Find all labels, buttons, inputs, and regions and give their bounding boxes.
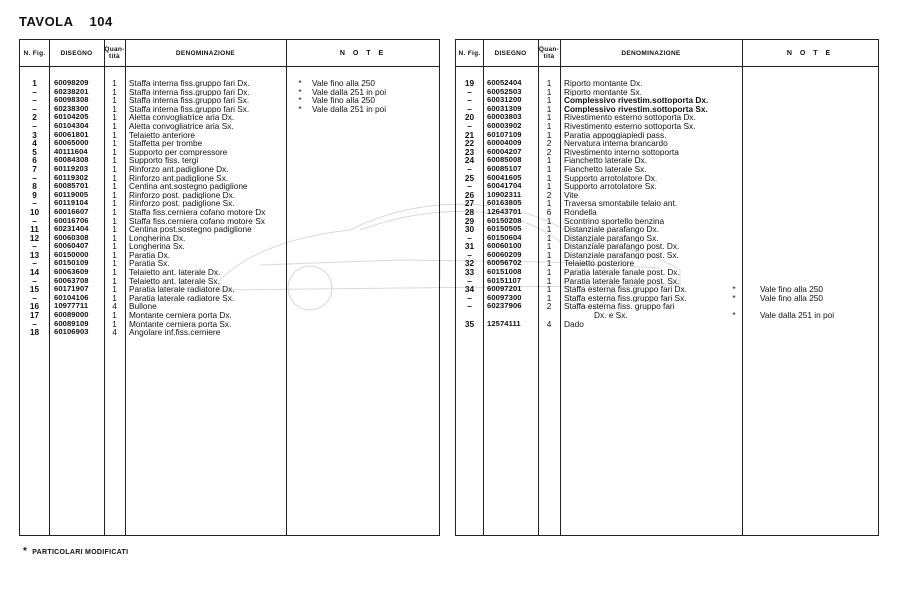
row-disegno: 60084308 [54, 155, 89, 165]
row-quantita: 1 [546, 275, 552, 286]
row-denominazione: Staffa interna fiss.gruppo fari Sx. [129, 104, 250, 114]
row-quantita: 1 [112, 120, 117, 131]
row-denominazione: Paratia laterale fanale post. Sx. [564, 276, 680, 286]
row-denominazione: Staffa fiss.cerniera cofano motore Dx [129, 207, 266, 217]
row-disegno: 12643701 [487, 206, 522, 216]
row-denominazione: Rivestimento interno sottoporta [564, 147, 679, 157]
footer-text: PARTICOLARI MODIFICATI [32, 549, 129, 556]
row-denominazione: Distanziale parafango Dx. [564, 225, 660, 234]
right-parts-table [455, 39, 879, 536]
row-fig: – [467, 163, 472, 174]
row-quantita: 1 [112, 275, 117, 286]
row-quantita: 1 [546, 163, 552, 174]
row-fig: 7 [32, 163, 37, 174]
row-quantita: 1 [546, 155, 552, 166]
row-fig: – [32, 318, 37, 329]
row-denominazione: Riporto montante Sx. [564, 87, 642, 97]
row-quantita: 1 [546, 232, 552, 243]
row-fig: – [467, 249, 472, 260]
row-denominazione: Distanziale parafango post. Dx. [564, 242, 680, 251]
row-denominazione: Dx. e Sx. [594, 311, 628, 320]
row-denominazione: Rinforzo ant.padiglione Sx. [129, 173, 229, 183]
row-quantita: 1 [112, 189, 117, 200]
row-note: Vale fino alla 250 [760, 284, 824, 295]
row-denominazione: Angolare inf.fiss.cerniere [129, 328, 221, 337]
row-denominazione: Complessivo rivestim.sottoporta Dx. [564, 96, 709, 105]
row-quantita: 1 [112, 232, 117, 243]
row-disegno: 60060407 [54, 241, 89, 251]
row-fig: 31 [464, 241, 475, 252]
header-note: N O T E [786, 49, 834, 57]
row-denominazione: Distanziale parafango Sx. [564, 233, 659, 243]
row-quantita: 2 [546, 146, 552, 157]
row-denominazione: Telaietto ant. laterale Dx. [129, 268, 221, 277]
row-quantita: 1 [546, 86, 552, 97]
row-denominazione: Supporto fiss. tergi [129, 156, 199, 165]
row-fig: – [32, 103, 37, 114]
row-quantita: 1 [112, 146, 117, 157]
row-quantita: 1 [546, 95, 552, 106]
row-quantita: 4 [112, 327, 117, 338]
right-rows [456, 79, 878, 328]
row-quantita: 1 [546, 292, 552, 303]
header-denominazione: DENOMINAZIONE [621, 49, 681, 57]
row-quantita: 1 [112, 318, 117, 329]
row-fig: – [32, 172, 37, 183]
header-fig: N. Fig. [458, 49, 481, 57]
row-disegno: 60056702 [487, 258, 522, 268]
row-disegno: 60104205 [54, 112, 89, 122]
row-fig: – [467, 95, 472, 106]
row-denominazione: Staffetta per trombe [129, 139, 203, 148]
row-asterisk: * [298, 95, 302, 106]
header-quantita: Quan- tità [538, 46, 560, 60]
row-quantita: 4 [112, 301, 117, 312]
row-quantita: 1 [546, 172, 552, 183]
row-denominazione: Aletta convogliatrice aria Dx. [129, 113, 235, 122]
row-denominazione: Paratia appoggiapiedi pass. [564, 130, 667, 140]
row-fig: 24 [464, 155, 475, 166]
row-denominazione: Centina post.sostegno padiglione [129, 225, 252, 234]
row-quantita: 1 [546, 224, 552, 235]
row-quantita: 1 [546, 267, 552, 278]
header-denominazione: DENOMINAZIONE [175, 49, 236, 57]
row-disegno: 60151107 [487, 275, 522, 285]
left-parts-table [19, 39, 440, 536]
row-fig: – [32, 120, 37, 131]
page-title [19, 14, 113, 29]
row-disegno: 60150604 [487, 232, 522, 242]
table-row [456, 320, 878, 329]
header-quantita: Quan- tità [104, 46, 125, 60]
row-denominazione: Rinforzo post. padiglione Sx. [129, 199, 235, 208]
row-quantita: 1 [112, 181, 117, 192]
row-disegno: 60119104 [54, 198, 89, 208]
row-fig: – [467, 181, 472, 192]
row-fig: 10 [29, 206, 40, 217]
row-denominazione: Rivestimento esterno sottoporta Dx. [564, 113, 696, 122]
row-quantita: 1 [546, 284, 552, 295]
row-disegno: 12574111 [487, 318, 521, 328]
row-disegno: 60085701 [54, 181, 89, 191]
row-disegno: 60150208 [487, 215, 522, 225]
row-quantita: 1 [112, 172, 117, 183]
row-disegno: 60031309 [487, 103, 522, 113]
row-quantita: 1 [112, 249, 117, 260]
row-note: Vale dalla 251 in poi [312, 103, 387, 114]
row-fig: 26 [464, 189, 475, 200]
row-asterisk: * [298, 86, 302, 97]
row-quantita: 1 [546, 249, 552, 260]
row-quantita: 2 [546, 138, 552, 149]
row-disegno: 60004009 [487, 138, 522, 148]
row-note: Vale fino alla 250 [312, 78, 376, 88]
row-fig: 5 [32, 146, 37, 157]
row-denominazione: Paratia laterale fanale post. Dx. [564, 268, 680, 277]
row-fig: 6 [32, 155, 37, 166]
row-fig: – [32, 86, 37, 97]
row-fig: – [32, 95, 37, 106]
row-disegno: 60097300 [487, 292, 522, 302]
asterisk-icon: * [23, 546, 28, 557]
tavola-label: TAVOLA [19, 14, 74, 29]
row-fig: 8 [32, 181, 37, 192]
row-quantita: 1 [112, 78, 117, 88]
row-disegno: 60061801 [54, 129, 89, 139]
row-note: Vale fino alla 250 [760, 292, 824, 303]
row-fig: 11 [30, 224, 39, 235]
row-disegno: 60098209 [54, 78, 89, 87]
row-fig: – [467, 86, 472, 97]
row-fig: – [32, 241, 37, 252]
row-quantita: 1 [112, 86, 117, 97]
row-denominazione: Staffa esterna fiss.gruppo fari Dx. [564, 285, 687, 294]
row-fig: – [32, 198, 37, 209]
row-quantita: 4 [546, 318, 552, 329]
row-disegno: 60119203 [54, 163, 89, 173]
row-quantita: 1 [112, 310, 117, 321]
row-disegno: 60060100 [487, 241, 522, 251]
row-note: Vale dalla 251 in poi [312, 86, 387, 97]
row-quantita: 1 [112, 95, 117, 106]
row-quantita: 1 [112, 138, 117, 149]
row-quantita: 1 [112, 155, 117, 166]
row-disegno: 60031200 [487, 95, 522, 105]
row-disegno: 60119005 [54, 189, 89, 199]
row-denominazione: Vite [564, 190, 579, 200]
row-disegno: 60085107 [487, 163, 522, 173]
row-disegno: 60065000 [54, 138, 89, 148]
row-disegno: 60238201 [54, 86, 89, 96]
row-note: Vale fino alla 250 [312, 95, 376, 106]
row-quantita: 1 [546, 241, 552, 252]
row-quantita: 2 [546, 189, 552, 200]
row-disegno: 60085008 [487, 155, 522, 165]
row-fig: 17 [29, 310, 40, 321]
row-quantita: 1 [546, 120, 552, 131]
row-disegno: 60089109 [54, 318, 89, 328]
row-denominazione: Centina ant.sostegno padiglione [129, 182, 248, 191]
row-quantita: 1 [112, 215, 117, 226]
row-asterisk: * [732, 284, 736, 295]
row-disegno: 60060308 [54, 232, 89, 242]
row-disegno: 60089000 [54, 310, 89, 320]
row-denominazione: Traversa smontabile telaio ant. [564, 199, 678, 208]
row-disegno: 60063708 [54, 275, 89, 285]
row-disegno: 60060209 [487, 249, 522, 259]
row-disegno: 10902311 [487, 189, 522, 199]
row-fig: 19 [464, 78, 475, 88]
row-fig: 16 [29, 301, 40, 312]
row-denominazione: Paratia Sx. [129, 259, 170, 269]
row-quantita: 1 [546, 129, 552, 140]
row-disegno: 60016706 [54, 215, 89, 225]
row-quantita: 1 [546, 78, 552, 88]
row-disegno: 60238300 [54, 103, 89, 113]
row-denominazione: Telaietto anteriore [129, 130, 195, 140]
row-asterisk: * [298, 103, 302, 114]
row-denominazione: Longherina Sx. [129, 242, 185, 251]
row-fig: 14 [29, 267, 40, 278]
row-asterisk: * [732, 310, 736, 321]
row-quantita: 1 [546, 215, 552, 226]
row-disegno: 10977711 [54, 301, 89, 311]
row-fig: 27 [464, 198, 475, 209]
row-fig: 32 [464, 258, 475, 269]
row-disegno: 60107109 [487, 129, 522, 139]
row-fig: 15 [29, 284, 40, 295]
row-quantita: 1 [546, 198, 552, 209]
row-denominazione: Supporto arrotolatore Dx. [564, 173, 658, 183]
row-disegno: 60150505 [487, 224, 522, 234]
row-quantita: 1 [112, 284, 117, 295]
row-denominazione: Complessivo rivestim.sottoporta Sx. [564, 104, 708, 114]
row-fig: 12 [29, 232, 40, 243]
row-fig: – [467, 292, 472, 303]
row-fig: – [467, 103, 472, 114]
row-fig: – [32, 275, 37, 286]
footer-legend [23, 546, 128, 557]
row-denominazione: Longherina Dx. [129, 233, 186, 243]
row-disegno: 60106903 [54, 327, 89, 337]
row-denominazione: Rondella [564, 207, 597, 217]
row-denominazione: Nervatura interna brancardo [564, 139, 668, 148]
row-quantita: 1 [546, 181, 552, 192]
row-denominazione: Staffa esterna fiss. gruppo fari [564, 302, 675, 312]
row-disegno: 60171907 [54, 284, 89, 294]
row-fig: – [467, 301, 472, 312]
row-denominazione: Rinforzo ant.padiglione Dx. [129, 164, 229, 174]
row-fig: 35 [464, 318, 475, 329]
row-denominazione: Distanziale parafango post. Sx. [564, 250, 679, 260]
row-denominazione: Paratia laterale radiatore Sx. [129, 293, 235, 303]
row-fig: – [32, 215, 37, 226]
row-fig: 9 [32, 189, 37, 200]
row-denominazione: Fianchetto laterale Sx. [564, 164, 647, 174]
row-fig: 28 [464, 206, 475, 217]
row-fig: – [467, 120, 472, 131]
row-denominazione: Dado [564, 319, 584, 329]
row-disegno: 60104106 [54, 292, 89, 302]
row-disegno: 60041605 [487, 172, 522, 182]
row-disegno: 60237906 [487, 301, 522, 311]
row-disegno: 40111604 [54, 146, 88, 156]
row-fig: 22 [464, 138, 475, 149]
row-denominazione: Paratia Dx. [129, 250, 171, 260]
row-denominazione: Montante cerniera porta Dx. [129, 311, 232, 320]
header-fig: N. Fig. [23, 49, 46, 57]
row-disegno: 60163805 [487, 198, 522, 208]
row-fig: 2 [32, 112, 37, 123]
row-disegno: 60041704 [487, 181, 522, 191]
row-disegno: 60119302 [54, 172, 89, 182]
row-quantita: 1 [112, 241, 117, 252]
row-quantita: 1 [112, 267, 117, 278]
row-quantita: 6 [546, 206, 552, 217]
row-disegno: 60150109 [54, 258, 89, 268]
row-fig: 21 [464, 129, 475, 140]
row-denominazione: Supporto arrotolatore Sx. [564, 182, 657, 191]
row-note: Vale dalla 251 in poi [760, 310, 835, 321]
row-fig: 30 [464, 224, 475, 235]
row-disegno: 60016607 [54, 206, 89, 216]
row-denominazione: Staffa interna fiss.gruppo fari Dx. [129, 87, 250, 97]
row-quantita: 1 [112, 224, 117, 235]
header-disegno: DISEGNO [494, 49, 527, 57]
row-disegno: 60104304 [54, 120, 89, 130]
row-disegno: 60098308 [54, 95, 89, 105]
row-denominazione: Staffa fiss.cerniera cofano motore Sx [129, 216, 265, 226]
row-disegno: 60004207 [487, 146, 522, 156]
row-denominazione: Telaietto posteriore [564, 259, 635, 269]
row-disegno: 60151008 [487, 267, 522, 277]
row-denominazione: Staffa interna fiss.gruppo fari Sx. [129, 96, 250, 105]
row-disegno: 60097201 [487, 284, 522, 294]
row-quantita: 1 [112, 112, 117, 123]
row-denominazione: Telaietto ant. laterale Sx. [129, 276, 220, 286]
row-disegno: 60063609 [54, 267, 89, 277]
row-denominazione: Montante cerniera porta Sx. [129, 319, 232, 329]
row-fig: 13 [29, 249, 40, 260]
row-fig: 23 [464, 146, 475, 157]
row-fig: 4 [32, 138, 37, 149]
row-denominazione: Rivestimento esterno sottoporta Sx. [564, 121, 696, 131]
row-denominazione: Paratia laterale radiatore Dx. [129, 285, 235, 294]
row-fig: – [467, 275, 472, 286]
row-fig: 34 [464, 284, 475, 295]
row-quantita: 1 [546, 103, 552, 114]
row-fig: 29 [464, 215, 475, 226]
row-quantita: 1 [112, 103, 117, 114]
row-quantita: 1 [112, 129, 117, 140]
row-fig: – [32, 292, 37, 303]
header-disegno: DISEGNO [60, 49, 93, 57]
row-denominazione: Aletta convogliatrice aria Sx. [129, 121, 234, 131]
row-quantita: 1 [112, 206, 117, 217]
row-disegno: 60003803 [487, 112, 522, 122]
row-fig: 18 [29, 327, 40, 338]
row-asterisk: * [732, 292, 736, 303]
row-disegno: 60150000 [54, 249, 89, 259]
tavola-number: 104 [89, 14, 113, 29]
row-denominazione: Riporto montante Dx. [564, 79, 643, 88]
row-quantita: 1 [546, 258, 552, 269]
row-asterisk: * [298, 78, 302, 88]
row-quantita: 2 [546, 301, 552, 312]
row-denominazione: Rinforzo post. padiglione Dx. [129, 190, 236, 200]
header-note: N O T E [339, 49, 387, 57]
row-fig: – [32, 258, 37, 269]
row-disegno: 60231404 [54, 224, 89, 234]
row-disegno: 60003902 [487, 120, 522, 130]
row-quantita: 1 [112, 292, 117, 303]
row-denominazione: Supporto per compressore [129, 147, 228, 157]
row-denominazione: Scontrino sportello benzina [564, 216, 665, 226]
row-fig: 1 [32, 78, 37, 88]
row-disegno: 60052404 [487, 78, 522, 87]
row-fig: 33 [464, 267, 475, 278]
row-fig: – [467, 232, 472, 243]
left-rows [20, 79, 439, 337]
row-denominazione: Staffa interna fiss.gruppo fari Dx. [129, 79, 250, 88]
row-denominazione: Fianchetto laterale Dx. [564, 156, 648, 165]
row-quantita: 1 [112, 198, 117, 209]
row-fig: 20 [464, 112, 475, 123]
row-quantita: 1 [546, 112, 552, 123]
row-quantita: 1 [112, 163, 117, 174]
row-fig: 25 [464, 172, 475, 183]
row-disegno: 60052503 [487, 86, 522, 96]
table-row [20, 328, 439, 337]
row-quantita: 1 [112, 258, 117, 269]
row-denominazione: Bullone [129, 302, 157, 312]
row-fig: 3 [32, 129, 37, 140]
row-denominazione: Staffa esterna fiss.gruppo fari Sx. [564, 293, 687, 303]
